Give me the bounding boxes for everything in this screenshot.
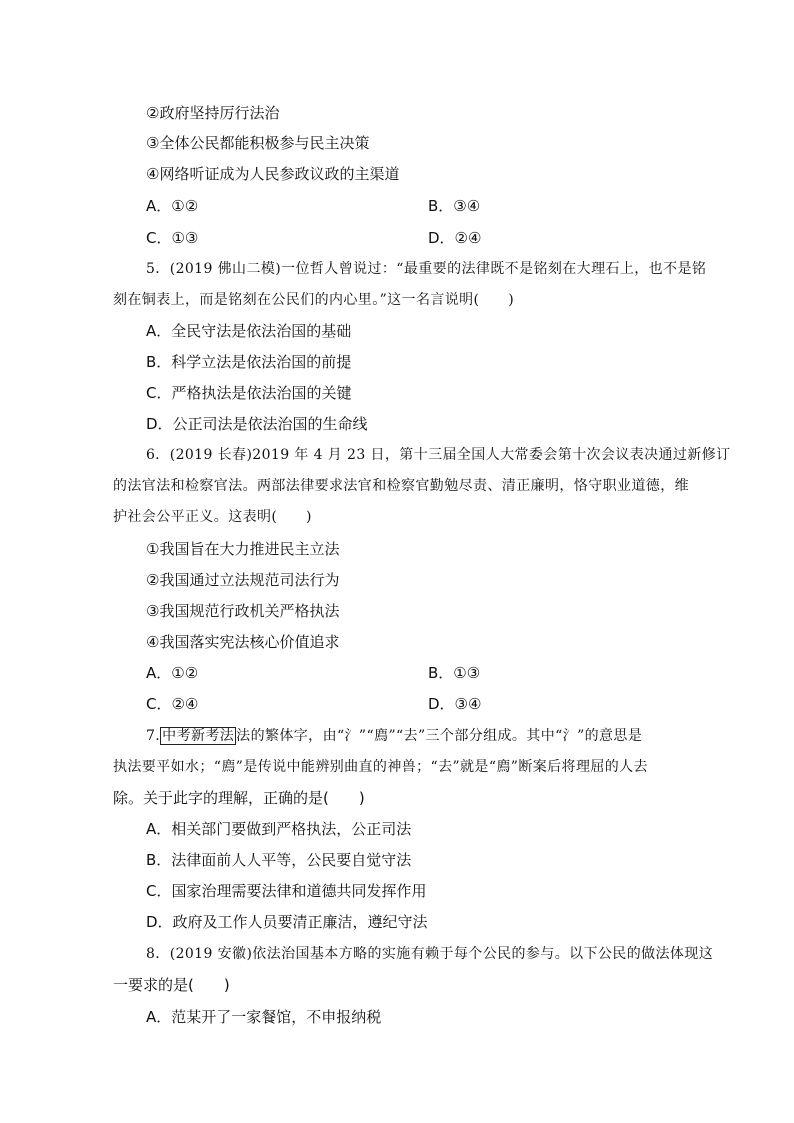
q8-stem-line2: 一要求的是( ) <box>113 976 230 994</box>
q4-item-4: ④网络听证成为人民参政议政的主渠道 <box>146 165 400 183</box>
q7-option-b: B．法律面前人人平等，公民要自觉守法 <box>146 851 412 869</box>
q7-number: 7. <box>146 728 161 744</box>
q4-item-2: ②政府坚持厉行法治 <box>146 104 280 122</box>
q6-option-b: B．①③ <box>428 664 481 682</box>
q7-stem-line3: 除。关于此字的理解，正确的是( ) <box>113 789 365 807</box>
q4-option-b: B．③④ <box>428 197 481 215</box>
q6-item-4: ④我国落实宪法核心价值追求 <box>146 633 340 651</box>
q6-stem-line2: 的法官法和检察官法。两部法律要求法官和检察官勤勉尽责、清正廉明，恪守职业道德，维 <box>113 478 689 494</box>
q7-stem-line1 <box>146 726 642 746</box>
q7-option-a: A．相关部门要做到严格执法，公正司法 <box>146 820 412 838</box>
q5-stem-line2: 刻在铜表上，而是铭刻在公民们的内心里。”这一名言说明( ) <box>113 292 515 308</box>
q5-option-d: D．公正司法是依法治国的生命线 <box>146 415 368 433</box>
q6-item-1: ①我国旨在大力推进民主立法 <box>146 540 340 558</box>
q4-item-3: ③全体公民都能积极参与民主决策 <box>146 134 370 152</box>
q5-option-a: A．全民守法是依法治国的基础 <box>146 322 352 340</box>
new-exam-method-tag: 中考新考法 <box>162 728 235 744</box>
q7-stem-line1-text: 法的繁体字，由“氵”“廌”“去”三个部分组成。其中“氵”的意思是 <box>236 728 643 744</box>
q6-stem-line1: 6．(2019 长春)2019 年 4 月 23 日，第十三届全国人大常委会第十次会议表决通过新修订 <box>146 447 731 463</box>
q4-option-c: C．①③ <box>146 229 199 247</box>
q4-option-d: D．②④ <box>428 229 482 247</box>
q6-item-2: ②我国通过立法规范司法行为 <box>146 571 340 589</box>
q6-stem-line3: 护社会公平正义。这表明( ) <box>113 509 312 525</box>
q6-option-c: C．②④ <box>146 695 199 713</box>
q7-option-c: C．国家治理需要法律和道德共同发挥作用 <box>146 882 427 900</box>
q7-stem-line2: 执法要平如水；“廌”是传说中能辨别曲直的神兽；“去”就是“廌”断案后将理屈的人去 <box>113 759 648 775</box>
q8-option-a: A．范某开了一家餐馆，不申报纳税 <box>146 1008 382 1026</box>
q5-option-b: B．科学立法是依法治国的前提 <box>146 353 352 371</box>
q7-option-d: D．政府及工作人员要清正廉洁，遵纪守法 <box>146 913 428 931</box>
q6-item-3: ③我国规范行政机关严格执法 <box>146 602 340 620</box>
q8-stem-line1: 8．(2019 安徽)依法治国基本方略的实施有赖于每个公民的参与。以下公民的做法体现这 <box>146 946 714 962</box>
q4-option-a: A．①② <box>146 197 199 215</box>
q5-stem-line1: 5．(2019 佛山二模)一位哲人曾说过：“最重要的法律既不是铭刻在大理石上，也不是铭 <box>146 261 707 277</box>
q6-option-d: D．③④ <box>428 695 482 713</box>
q5-option-c: C．严格执法是依法治国的关键 <box>146 384 352 402</box>
q6-option-a: A．①② <box>146 664 199 682</box>
